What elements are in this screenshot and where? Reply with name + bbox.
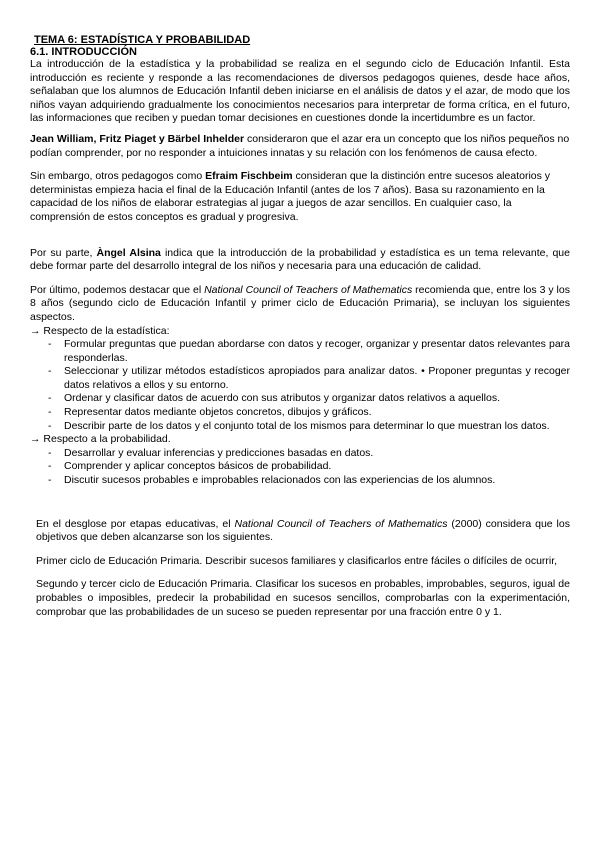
list-item: - Seleccionar y utilizar métodos estadísticos apropiados para analizar datos. • Proponer preguntas y recoger datos relativos a ellos y su entorno. — [48, 365, 570, 392]
section-heading: 6.1. INTRODUCCIÓN — [30, 46, 137, 58]
nctm-name: National Council of Teachers of Mathematics — [204, 283, 413, 296]
fischbeim-author: Efraim Fischbeim — [205, 170, 293, 183]
list-item: - Formular preguntas que puedan abordarse con datos y recoger, organizar y presentar datos relevantes para responderlas. — [48, 338, 570, 365]
list-item: - Representar datos mediante objetos concretos, dibujos y gráficos. — [48, 406, 570, 420]
probability-list — [30, 447, 570, 488]
alsina-pre: Por su parte, — [30, 246, 97, 259]
stages-text: (2000) considera que los objetivos que deben alcanzarse son los siguientes. — [36, 517, 570, 544]
document-title: TEMA 6: ESTADÍSTICA Y PROBABILIDAD — [34, 34, 251, 46]
piaget-authors: Jean William, Fritz Piaget y Bärbel Inhelder — [30, 132, 245, 145]
paragraph-stages — [30, 518, 570, 545]
list-item: - Comprender y aplicar conceptos básicos de probabilidad. — [48, 460, 570, 474]
paragraph-alsina — [30, 247, 570, 274]
fischbeim-text: consideran que la distinción entre sucesos aleatorios y deterministas empieza hacia el final de la Educación Infantil (antes de los 7 años). Basa su razonamiento en la capacidad de los niños de elaborar estrategias al jugar a juegos de azar sencillos. En cualquier caso, la comprensión de estos conceptos es gradual y progresiva. — [30, 170, 551, 223]
paragraph-nctm — [30, 284, 570, 325]
statistics-heading: → Respecto de la estadística: — [30, 324, 170, 337]
probability-heading: → Respecto a la probabilidad. — [30, 433, 171, 446]
list-item: - Desarrollar y evaluar inferencias y predicciones basadas en datos. — [48, 447, 570, 461]
paragraph-second-third-cycle: Segundo y tercer ciclo de Educación Primaria. Clasificar los sucesos en probables, improbables, seguros, igual de probables o imposibles, predecir la probabilidad en sucesos sencillos, comprobarlas con la experimentación, comprobar que las probabilidades de un suceso se pueden representar por una fracción entre 0 y 1. — [36, 578, 570, 618]
stages-nctm-name: National Council of Teachers of Mathematics — [234, 517, 448, 530]
nctm-pre: Por último, podemos destacar que el — [30, 283, 205, 296]
alsina-author: Àngel Alsina — [96, 246, 161, 259]
paragraph-fischbeim — [30, 170, 570, 224]
nctm-text: recomienda que, entre los 3 y los 8 años (segundo ciclo de Educación Infantil y primer ciclo de Educación Primaria), se incluyan los siguientes aspectos. — [30, 283, 570, 323]
piaget-text: consideraron que el azar era un concepto que los niños pequeños no podían comprender, por no responder a intuiciones innatas y su relación con los fenómenos de causa efecto. — [30, 132, 570, 159]
paragraph-first-cycle: Primer ciclo de Educación Primaria. Describir sucesos familiares y clasificarlos entre fáciles o difíciles de ocurrir, — [36, 554, 558, 567]
list-item: - Describir parte de los datos y el conjunto total de los mismos para determinar lo que muestran los datos. — [48, 420, 570, 434]
stages-pre: En el desglose por etapas educativas, el — [36, 517, 235, 530]
alsina-text: indica que la introducción de la probabilidad y estadística es un tema relevante, que debe formar parte del desarrollo integral de los niños y necesaria para una educación de calidad. — [30, 246, 570, 273]
statistics-list — [30, 338, 570, 433]
paragraph-intro: La introducción de la estadística y la probabilidad se realiza en el segundo ciclo de Educación Infantil. Esta introducción es reciente y responde a las recomendaciones de diversos pedagogos quienes, desde hace años, señalaban que los alumnos de Educación Infantil deben iniciarse en el análisis de datos y el azar, de modo que los niños vayan adquiriendo gradualmente los conocimientos necesarios para interpretar de forma crítica, en el futuro, las informaciones que reciben y puedan tomar decisiones en cuestiones donde la incertidumbre es un factor. — [30, 58, 570, 125]
fischbeim-pre: Sin embargo, otros pedagogos como — [30, 170, 206, 183]
list-item: - Ordenar y clasificar datos de acuerdo con sus atributos y organizar datos relativos a aquellos. — [48, 392, 570, 406]
paragraph-piaget — [30, 133, 570, 160]
list-item: - Discutir sucesos probables e improbables relacionados con las experiencias de los alumnos. — [48, 474, 570, 488]
